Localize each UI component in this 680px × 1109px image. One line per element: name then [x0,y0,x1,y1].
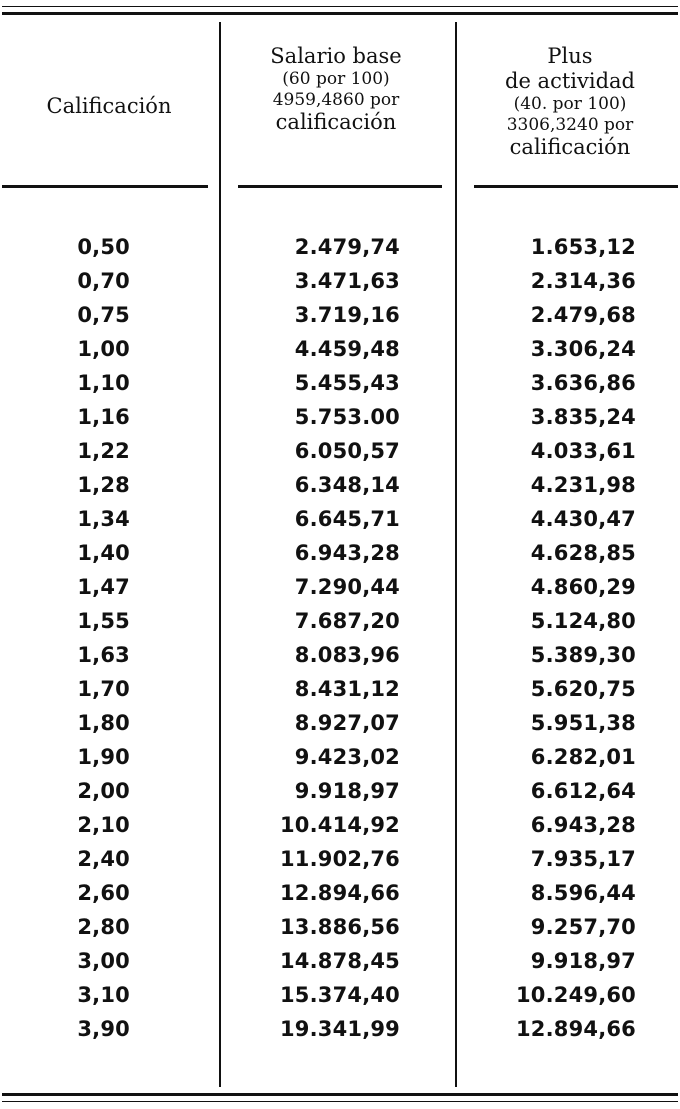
table-row [0,706,680,740]
table-row [0,400,680,434]
cell-salario-base: 3.719,16 [294,303,400,327]
table-row [0,774,680,808]
bottom-rule-thick [2,1093,678,1096]
header-plus-actividad [462,44,678,160]
table-row [0,978,680,1012]
cell-calificacion: 0,70 [77,269,130,293]
cell-calificacion: 3,90 [77,1017,130,1041]
table-row [0,570,680,604]
cell-salario-base: 13.886,56 [279,915,400,939]
table-row [0,230,680,264]
cell-calificacion: 1,22 [77,439,130,463]
cell-salario-base: 6.348,14 [294,473,400,497]
cell-plus-actividad: 9.918,97 [530,949,636,973]
table-row [0,944,680,978]
cell-salario-base: 19.341,99 [279,1017,400,1041]
bottom-rule-thin [2,1101,678,1102]
header-plus-line5: calificación [509,135,631,160]
cell-plus-actividad: 7.935,17 [530,847,636,871]
cell-salario-base: 7.290,44 [294,575,400,599]
header-salario-line3: 4959,4860 por [272,89,400,110]
cell-plus-actividad: 3.835,24 [530,405,636,429]
cell-plus-actividad: 5.951,38 [530,711,636,735]
header-plus-line3: (40. por 100) [513,94,627,115]
top-rule-thick [2,12,678,15]
cell-plus-actividad: 9.257,70 [530,915,636,939]
cell-salario-base: 4.459,48 [294,337,400,361]
header-plus-line2: de actividad [505,69,635,94]
table-row [0,842,680,876]
cell-salario-base: 15.374,40 [279,983,400,1007]
cell-plus-actividad: 2.314,36 [530,269,636,293]
header-underline-3 [474,185,678,188]
cell-plus-actividad: 3.636,86 [530,371,636,395]
cell-plus-actividad: 4.231,98 [530,473,636,497]
cell-salario-base: 9.918,97 [294,779,400,803]
cell-plus-actividad: 2.479,68 [530,303,636,327]
header-calificacion-label: Calificación [46,94,172,118]
header-salario-base [226,44,446,135]
cell-plus-actividad: 3.306,24 [530,337,636,361]
cell-plus-actividad: 5.124,80 [530,609,636,633]
table-row [0,502,680,536]
cell-salario-base: 8.083,96 [294,643,400,667]
table-row [0,1012,680,1046]
header-underline-2 [238,185,442,188]
cell-salario-base: 3.471,63 [294,269,400,293]
header-salario-line1: Salario base [270,44,402,68]
cell-calificacion: 1,00 [77,337,130,361]
cell-plus-actividad: 5.389,30 [530,643,636,667]
cell-calificacion: 1,34 [77,507,130,531]
table-row [0,536,680,570]
cell-calificacion: 3,00 [77,949,130,973]
cell-salario-base: 2.479,74 [294,235,400,259]
cell-plus-actividad: 12.894,66 [515,1017,636,1041]
table-row [0,808,680,842]
table-row [0,604,680,638]
cell-calificacion: 1,63 [77,643,130,667]
table-row [0,298,680,332]
table-row [0,434,680,468]
top-rule-thin [2,6,678,7]
table-row [0,876,680,910]
header-plus-line1: Plus [547,44,593,68]
cell-calificacion: 1,16 [77,405,130,429]
cell-salario-base: 6.050,57 [294,439,400,463]
cell-calificacion: 1,47 [77,575,130,599]
cell-calificacion: 2,80 [77,915,130,939]
cell-calificacion: 1,28 [77,473,130,497]
cell-calificacion: 2,40 [77,847,130,871]
cell-plus-actividad: 10.249,60 [515,983,636,1007]
cell-plus-actividad: 6.612,64 [530,779,636,803]
table-body [0,230,680,1046]
cell-calificacion: 2,10 [77,813,130,837]
cell-calificacion: 0,50 [77,235,130,259]
cell-salario-base: 9.423,02 [294,745,400,769]
cell-plus-actividad: 4.860,29 [530,575,636,599]
cell-salario-base: 10.414,92 [279,813,400,837]
cell-salario-base: 6.645,71 [294,507,400,531]
cell-salario-base: 6.943,28 [294,541,400,565]
cell-plus-actividad: 4.628,85 [530,541,636,565]
table-row [0,740,680,774]
cell-calificacion: 2,60 [77,881,130,905]
cell-calificacion: 1,40 [77,541,130,565]
header-plus-line4: 3306,3240 por [506,114,634,135]
cell-salario-base: 11.902,76 [279,847,400,871]
table-row [0,366,680,400]
cell-plus-actividad: 6.943,28 [530,813,636,837]
cell-calificacion: 3,10 [77,983,130,1007]
cell-salario-base: 5.455,43 [294,371,400,395]
table-row [0,638,680,672]
cell-calificacion: 1,10 [77,371,130,395]
header-underline-1 [2,185,208,188]
cell-plus-actividad: 8.596,44 [530,881,636,905]
cell-salario-base: 8.927,07 [294,711,400,735]
table-row [0,672,680,706]
table-row [0,468,680,502]
table-row [0,910,680,944]
cell-salario-base: 7.687,20 [294,609,400,633]
header-salario-line2: (60 por 100) [282,69,390,90]
cell-calificacion: 1,55 [77,609,130,633]
cell-plus-actividad: 1.653,12 [530,235,636,259]
cell-calificacion: 1,70 [77,677,130,701]
cell-plus-actividad: 5.620,75 [530,677,636,701]
cell-salario-base: 14.878,45 [279,949,400,973]
header-salario-line4: calificación [275,109,397,134]
cell-plus-actividad: 4.033,61 [530,439,636,463]
cell-salario-base: 12.894,66 [279,881,400,905]
header-calificacion [4,94,214,119]
cell-calificacion: 2,00 [77,779,130,803]
cell-calificacion: 1,90 [77,745,130,769]
table-row [0,332,680,366]
cell-calificacion: 1,80 [77,711,130,735]
cell-salario-base: 5.753.00 [294,405,400,429]
table-row [0,264,680,298]
cell-calificacion: 0,75 [77,303,130,327]
cell-plus-actividad: 6.282,01 [530,745,636,769]
cell-plus-actividad: 4.430,47 [530,507,636,531]
cell-salario-base: 8.431,12 [294,677,400,701]
